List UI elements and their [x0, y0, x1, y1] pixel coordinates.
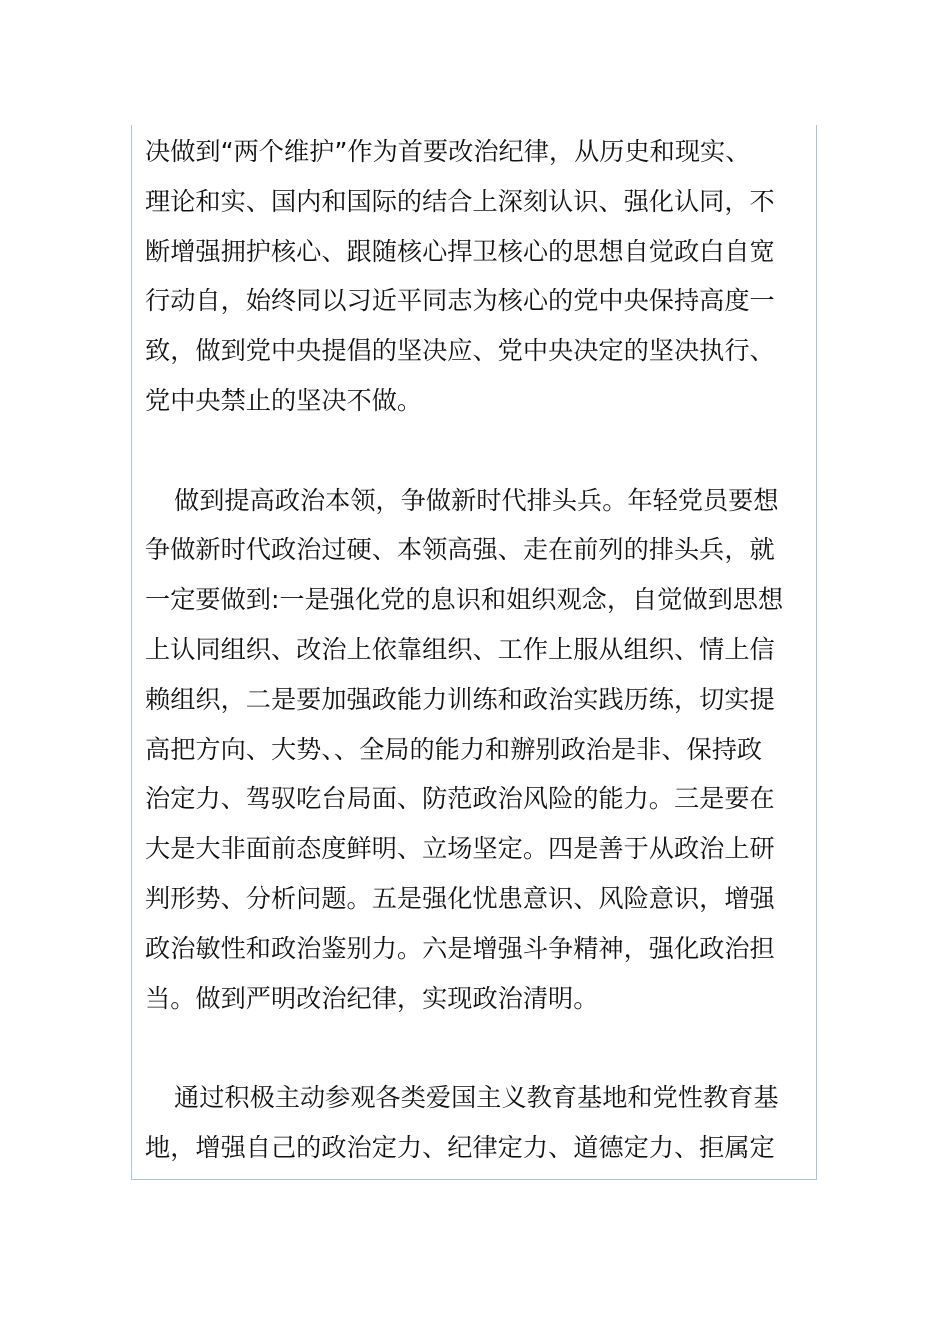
paragraph-line: 上认同组织、改治上依靠组织、工作上服从组织、情上信 — [145, 634, 775, 664]
paragraph-line: 通过积极主动参观各类爱国主义教育基地和党性教育基 — [174, 1083, 779, 1113]
paragraph-line: 行动自，始终同以习近平同志为核心的党中央保持高度一 — [145, 286, 775, 316]
paragraph-line: 高把方向、大势、、全局的能力和辦别政治是非、保持政 — [145, 734, 763, 764]
paragraph-line: 争做新时代政治过硬、本领高强、走在前列的排头兵，就 — [145, 535, 775, 565]
paragraph-line: 大是大非面前态度鲜明、立场坚定。四是善于从政治上研 — [145, 834, 775, 864]
paragraph-spacer — [145, 426, 795, 476]
paragraph-line: 理论和实、国内和国际的结合上深刻认识、强化认同，不 — [145, 186, 775, 216]
paragraph-line: 治定力、驾驭吃台局面、防范政治风险的能力。三是要在 — [145, 784, 775, 814]
paragraph-line: 判形势、分析问题。五是强化忧患意识、风险意识，增强 — [145, 883, 775, 913]
paragraph-line: 做到提高政治本领，争做新时代排头兵。年轻党员要想 — [174, 485, 779, 515]
paragraph-line: 一定要做到:一是强化党的息识和姐织观念，自觉做到思想 — [145, 585, 784, 615]
paragraph-line: 当。做到严明改治纪律，实现政治清明。 — [145, 983, 599, 1013]
paragraph-2 — [145, 476, 795, 1024]
paragraph-line: 断增强拥护核心、跟随核心捍卫核心的思想自觉政白自宽 — [145, 236, 775, 266]
paragraph-line: 致，做到党中央提倡的坚决应、党中央决定的坚决执行、 — [145, 336, 775, 366]
paragraph-1 — [145, 127, 795, 426]
paragraph-line: 决做到“两个维护”作为首要改治纪律，从历史和现实、 — [145, 137, 751, 166]
paragraph-line: 党中央禁止的坚决不做。 — [145, 385, 423, 415]
paragraph-spacer — [145, 1023, 795, 1073]
paragraph-line: 政治敏性和政治鉴别力。六是增强斗争精神，强化政治担 — [145, 933, 775, 963]
paragraph-line: 赖组织，二是要加强政能力训练和政治实践历练，切实提 — [145, 684, 775, 714]
paragraph-line: 地，增强自己的政治定力、纪律定力、道德定力、拒属定 — [145, 1132, 775, 1162]
paragraph-3 — [145, 1073, 795, 1173]
document-body — [145, 127, 795, 1173]
